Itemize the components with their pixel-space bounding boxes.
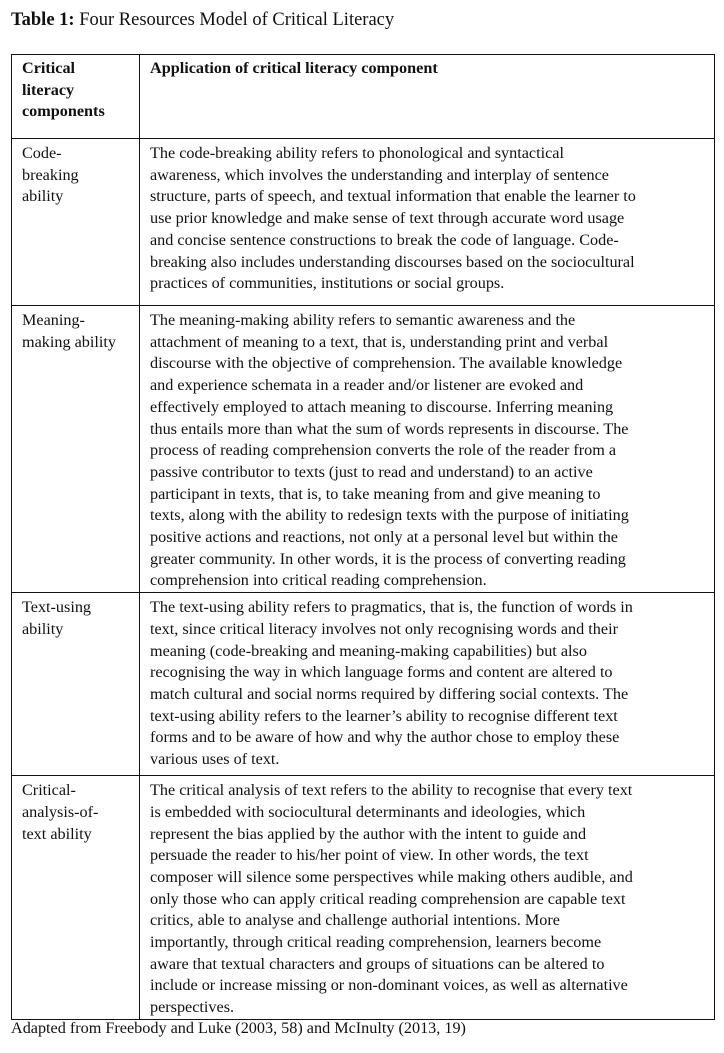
component-cell <box>12 593 140 776</box>
desc-line: texts, along with the ability to redesign texts with the purpose of initiating <box>150 506 629 525</box>
desc-line: include or increase missing or non-dominant voices, as well as alternative <box>150 976 628 995</box>
desc-line: persuade the reader to his/her point of view. In other words, the text <box>150 846 589 865</box>
table-caption <box>11 9 394 31</box>
desc-line: greater community. In other words, it is the process of converting reading <box>150 549 626 568</box>
table-row-code-breaking <box>12 139 715 306</box>
desc-line: The code-breaking ability refers to phonological and syntactical <box>150 144 564 162</box>
component-line: analysis-of- <box>22 802 99 821</box>
desc-line: The meaning-making ability refers to semantic awareness and the <box>150 311 576 329</box>
component-line: text ability <box>22 824 92 843</box>
desc-line: critics, able to analyse and challenge authorial intentions. More <box>150 911 560 930</box>
desc-line: forms and to be aware of how and why the author chose to employ these <box>150 728 620 747</box>
table-row-critical-analysis <box>12 776 715 1020</box>
component-cell <box>12 306 140 593</box>
desc-line: text, since critical literacy involves not only recognising words and their <box>150 619 618 638</box>
component-line: Text-using <box>22 598 92 617</box>
component-line: Critical- <box>22 781 76 800</box>
application-cell <box>140 593 715 776</box>
desc-line: positive actions and reactions, not only at a personal level but within the <box>150 528 618 547</box>
header-component-line: components <box>22 102 105 121</box>
header-component <box>12 55 140 139</box>
desc-line: breaking also includes understanding discourses based on the sociocultural <box>150 252 635 271</box>
header-component-line: Critical <box>22 59 76 77</box>
table-row-text-using <box>12 593 715 776</box>
desc-line: awareness, which involves the understanding and interplay of sentence <box>150 165 609 184</box>
header-application <box>140 55 715 139</box>
desc-line: importantly, through critical reading comprehension, learners become <box>150 933 602 952</box>
desc-line: participant in texts, that is, to take meaning from and give meaning to <box>150 484 601 503</box>
desc-line: and concise sentence constructions to break the code of language. Code- <box>150 230 619 249</box>
desc-line: practices of communities, institutions or social groups. <box>150 274 505 293</box>
component-line: breaking <box>22 165 79 184</box>
desc-line: text-using ability refers to the learner’s ability to recognise different text <box>150 706 618 725</box>
desc-line: The text-using ability refers to pragmatics, that is, the function of words in <box>150 598 633 617</box>
caption-title: Four Resources Model of Critical Literacy <box>74 10 395 30</box>
desc-line: thus entails more than what the sum of words represents in discourse. The <box>150 419 629 438</box>
desc-line: only those who can apply critical reading comprehension are capable text <box>150 889 626 908</box>
desc-line: various uses of text. <box>150 750 280 769</box>
desc-line: comprehension into critical reading comprehension. <box>150 571 487 590</box>
component-line: ability <box>22 187 64 206</box>
component-cell <box>12 776 140 1020</box>
desc-line: The critical analysis of text refers to the ability to recognise that every text <box>150 781 633 800</box>
desc-line: match cultural and social norms required by differing social contexts. The <box>150 684 629 703</box>
desc-line: meaning (code-breaking and meaning-making capabilities) but also <box>150 641 587 660</box>
table-header-row <box>12 55 715 139</box>
header-application-text: Application of critical literacy component <box>150 59 438 77</box>
component-line: making ability <box>22 332 116 351</box>
desc-line: attachment of meaning to a text, that is, understanding print and verbal <box>150 332 609 351</box>
application-cell <box>140 776 715 1020</box>
desc-line: aware that textual characters and groups of situations can be altered to <box>150 954 605 973</box>
application-cell <box>140 306 715 593</box>
desc-line: use prior knowledge and make sense of text through accurate word usage <box>150 209 625 228</box>
desc-line: is embedded with sociocultural determinants and ideologies, which <box>150 802 586 821</box>
component-cell <box>12 139 140 306</box>
component-line: ability <box>22 619 64 638</box>
header-component-line: literacy <box>22 80 75 99</box>
application-cell <box>140 139 715 306</box>
desc-line: recognising the way in which language forms and content are altered to <box>150 663 613 682</box>
caption-label: Table 1: <box>11 10 75 30</box>
desc-line: composer will silence some perspectives while making others audible, and <box>150 867 633 886</box>
component-line: Code- <box>22 144 62 162</box>
desc-line: represent the bias applied by the author with the intent to guide and <box>150 824 587 843</box>
desc-line: effectively employed to attach meaning to discourse. Inferring meaning <box>150 397 614 416</box>
table-row-meaning-making <box>12 306 715 593</box>
desc-line: perspectives. <box>150 998 235 1017</box>
desc-line: structure, parts of speech, and textual information that enable the learner to <box>150 187 636 206</box>
source-footnote: Adapted from Freebody and Luke (2003, 58) and McInulty (2013, 19) <box>11 1019 466 1037</box>
component-line: Meaning- <box>22 311 85 329</box>
desc-line: passive contributor to texts (just to read and understand) to an active <box>150 462 593 481</box>
four-resources-table <box>11 54 715 1020</box>
desc-line: and experience schemata in a reader and/or listener are evoked and <box>150 376 584 395</box>
desc-line: process of reading comprehension converts the role of the reader from a <box>150 441 617 460</box>
desc-line: discourse with the objective of comprehension. The available knowledge <box>150 354 623 373</box>
